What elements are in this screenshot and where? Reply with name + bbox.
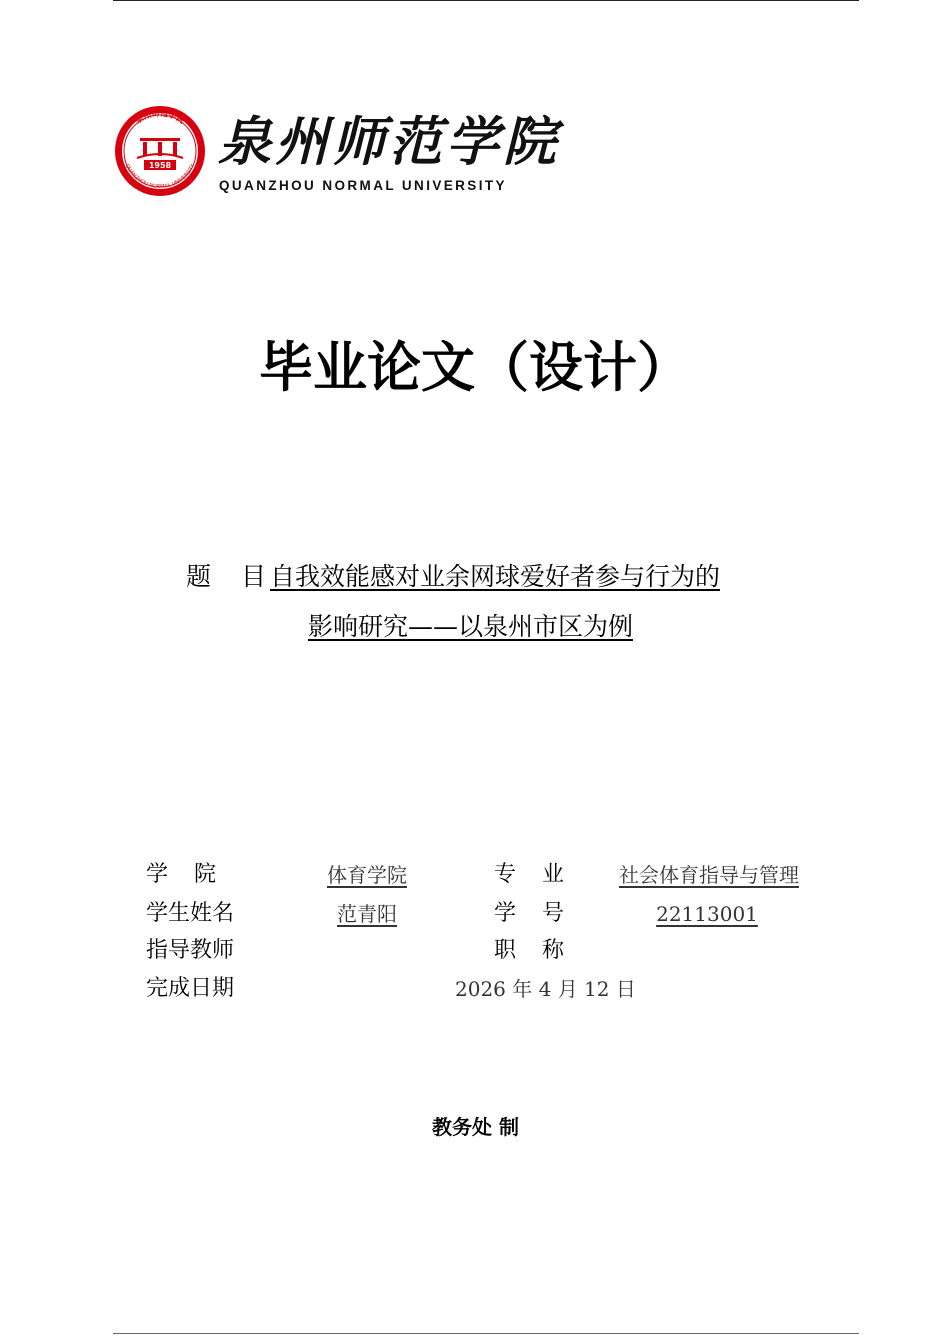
completion-date-value: 2026 年 4 月 12 日 <box>455 977 636 1001</box>
student-name-label: 学生姓名 <box>146 901 235 926</box>
university-seal-icon <box>113 104 207 198</box>
issuer-footer: 教务处 制 <box>432 1115 519 1139</box>
page-title: 毕业论文（设计） <box>259 336 691 399</box>
student-name-value: 范青阳 <box>337 902 397 926</box>
logo-name-en: QUANZHOU NORMAL UNIVERSITY <box>219 178 507 193</box>
college-label: 学院 <box>146 862 243 887</box>
advisor-label: 指导教师 <box>146 938 235 963</box>
student-id-value: 22113001 <box>656 902 758 926</box>
topic-label: 题目 <box>186 562 297 591</box>
completion-date-label: 完成日期 <box>146 976 235 1001</box>
student-id-label: 学号 <box>494 901 591 926</box>
major-value: 社会体育指导与管理 <box>619 863 799 887</box>
seal-ring-en: QUANZHOU NORMAL UNIVERSITY <box>123 163 197 191</box>
seal-ring-cn: 泉州师范学院 <box>133 108 187 126</box>
logo-name-cn: 泉州师范学院 <box>218 111 560 173</box>
topic-title-line1: 自我效能感对业余网球爱好者参与行为的 <box>270 562 721 591</box>
seal-year: 1958 <box>148 161 172 170</box>
major-label: 专业 <box>494 862 591 887</box>
bottom-rule <box>113 1333 859 1334</box>
top-rule <box>113 0 859 1</box>
topic-title-line2: 影响研究——以泉州市区为例 <box>308 612 634 641</box>
college-value: 体育学院 <box>327 863 407 887</box>
advisor-rank-label: 职称 <box>494 938 591 963</box>
